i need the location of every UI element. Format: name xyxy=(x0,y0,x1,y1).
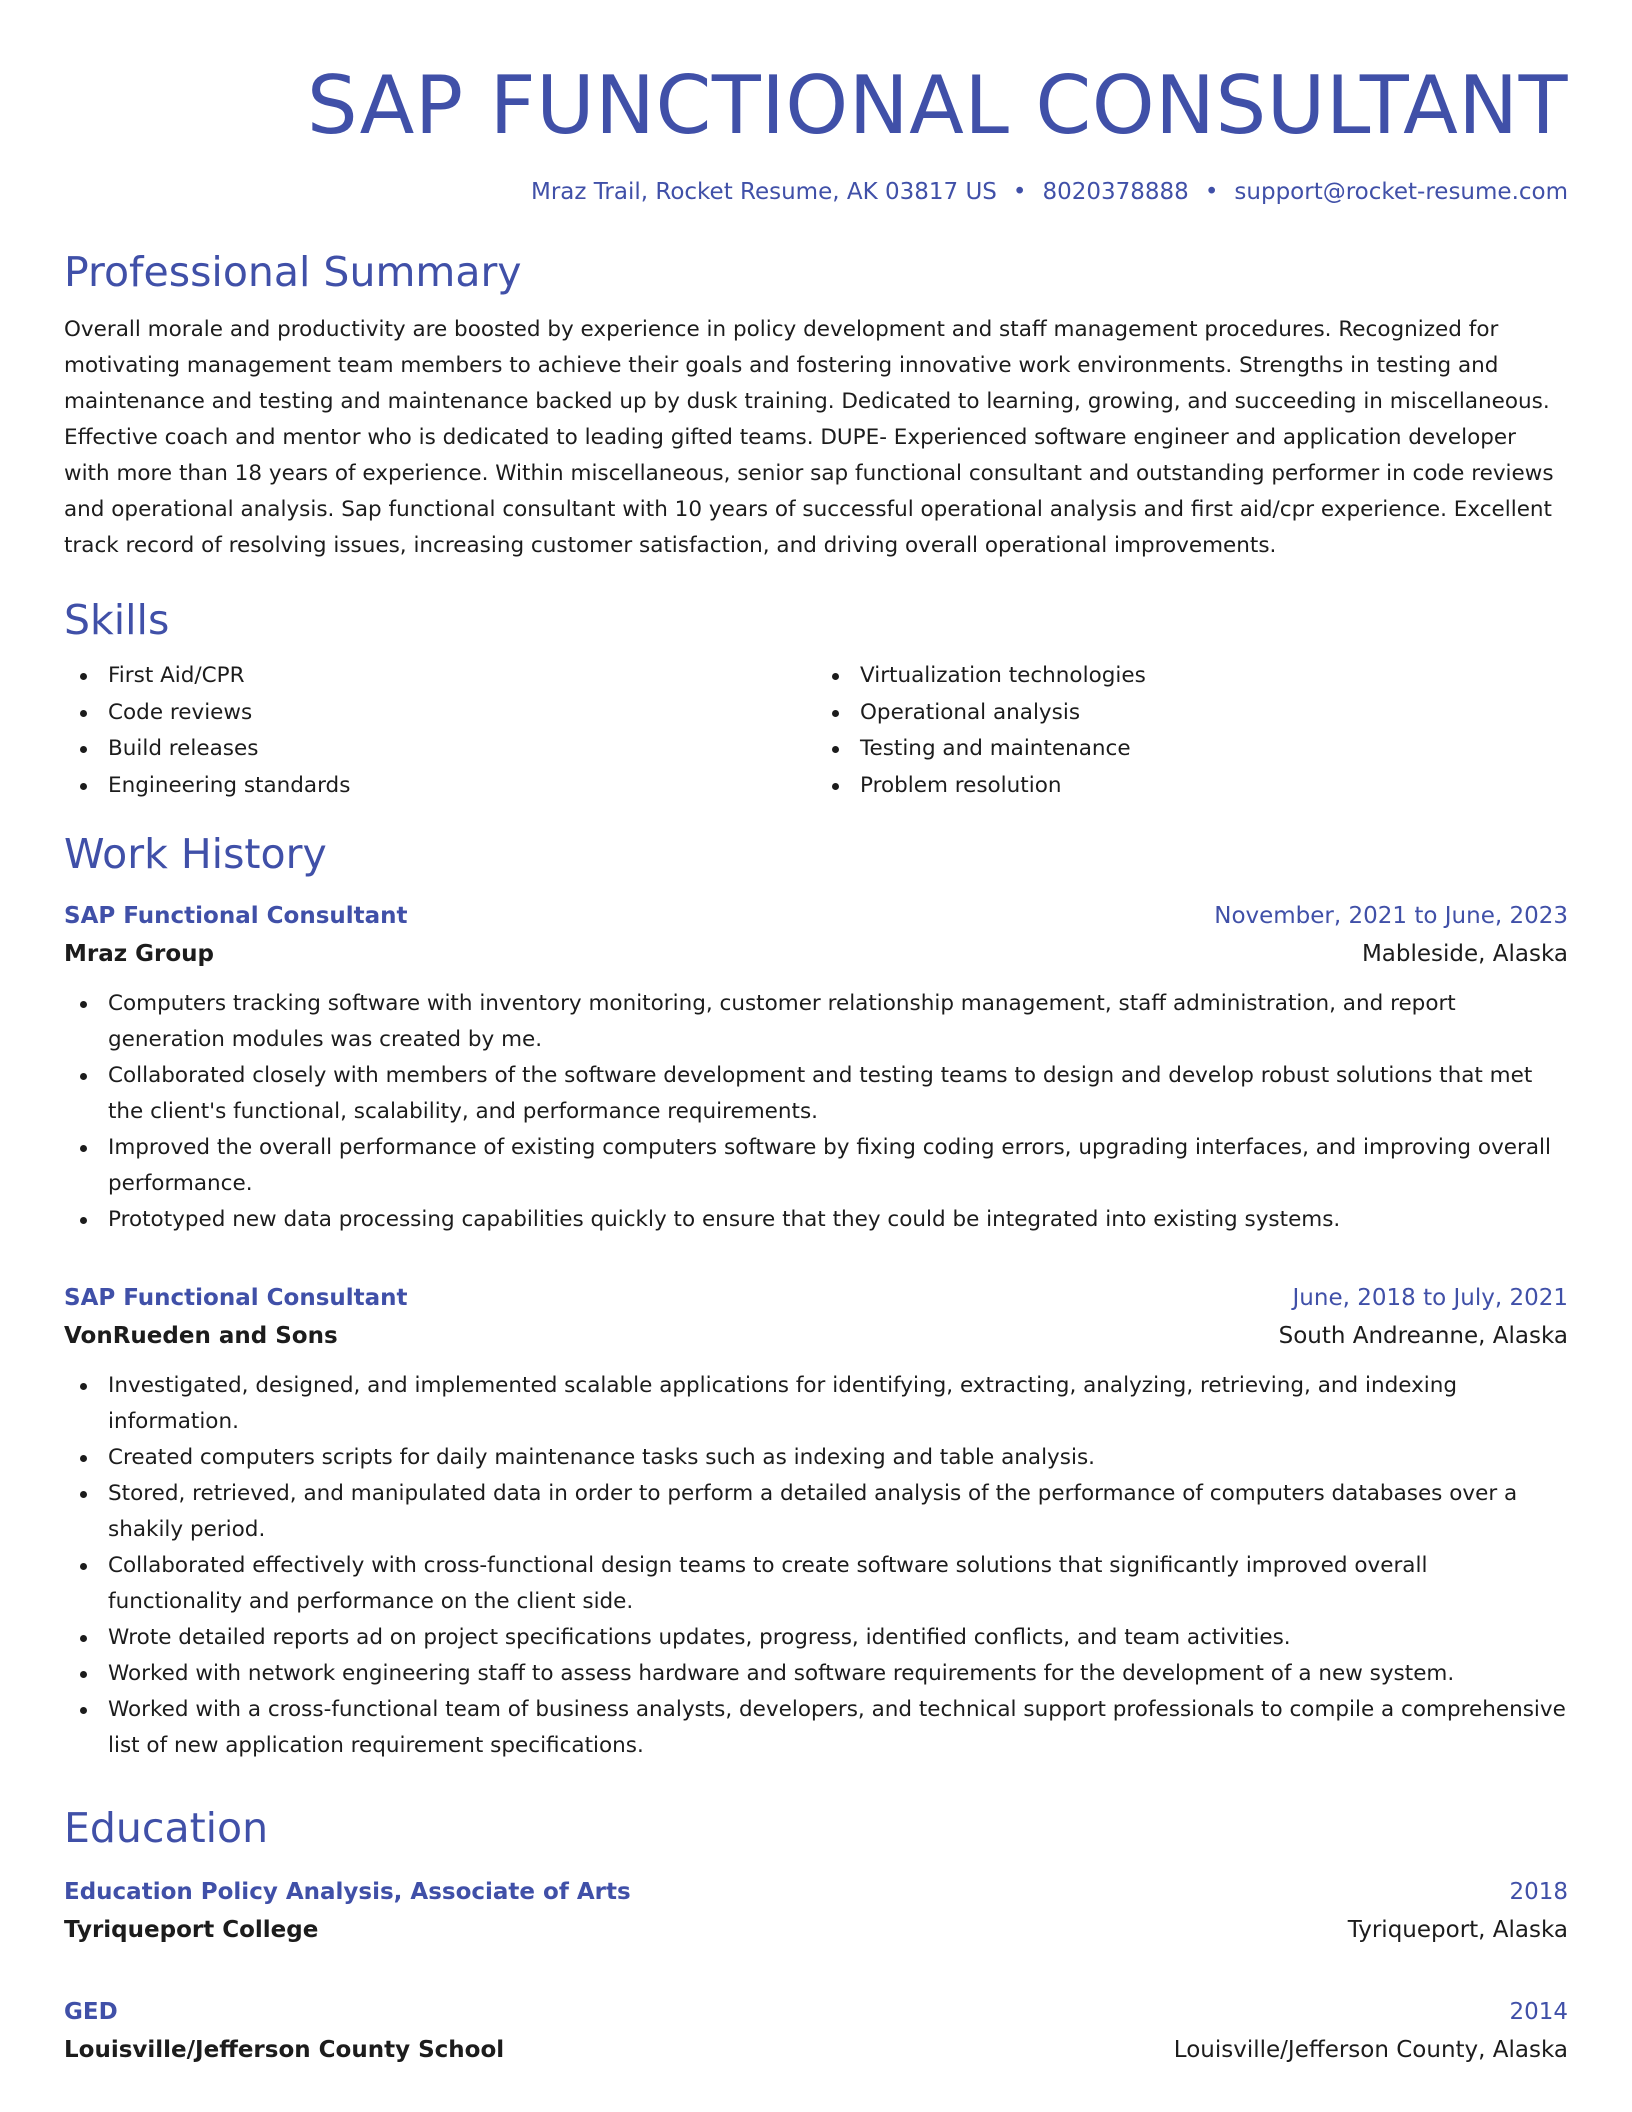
skill-item: Operational analysis xyxy=(816,695,1568,732)
job-company-row xyxy=(64,934,1568,974)
education-degree: Education Policy Analysis, Associate of Arts xyxy=(64,1879,631,1905)
job-title-row xyxy=(64,1280,1568,1316)
job-company: VonRueden and Sons xyxy=(64,1323,338,1349)
job-title: SAP Functional Consultant xyxy=(64,903,408,929)
skills-grid xyxy=(64,658,1568,804)
education-school-row xyxy=(64,1910,1568,1950)
job-company-row xyxy=(64,1316,1568,1356)
contact-email: support@rocket-resume.com xyxy=(1234,179,1568,205)
education-degree-row xyxy=(64,1994,1568,2030)
education-location: Tyriqueport, Alaska xyxy=(1347,1917,1568,1943)
summary-section xyxy=(64,246,1568,564)
job-bullet: Created computers scripts for daily maintenance tasks such as indexing and table analysis. xyxy=(64,1440,1568,1476)
job-bullets xyxy=(64,1368,1568,1764)
education-degree: GED xyxy=(64,1999,118,2025)
job-entry xyxy=(64,1280,1568,1764)
skill-item: First Aid/CPR xyxy=(64,658,816,695)
job-bullet: Investigated, designed, and implemented scalable applications for identifying, extracting, analyzing, retrieving, and indexing information. xyxy=(64,1368,1568,1440)
skills-list-left xyxy=(64,658,816,804)
job-entry xyxy=(64,898,1568,1238)
skill-item: Code reviews xyxy=(64,695,816,732)
skill-item: Testing and maintenance xyxy=(816,731,1568,768)
contact-address: Mraz Trail, Rocket Resume, AK 03817 US xyxy=(530,179,997,205)
education-school: Louisville/Jefferson County School xyxy=(64,2037,505,2063)
job-title: SAP Functional Consultant xyxy=(64,1285,408,1311)
job-bullet: Wrote detailed reports ad on project specifications updates, progress, identified conflicts, and team activities. xyxy=(64,1620,1568,1656)
education-year: 2014 xyxy=(1509,1999,1568,2025)
job-location: Mableside, Alaska xyxy=(1361,941,1568,967)
section-title-skills: Skills xyxy=(64,596,170,644)
education-year: 2018 xyxy=(1509,1879,1568,1905)
job-dates: June, 2018 to July, 2021 xyxy=(1292,1285,1568,1311)
job-bullet: Collaborated effectively with cross-functional design teams to create software solutions that significantly improved overall functionality and performance on the client side. xyxy=(64,1548,1568,1620)
job-bullets xyxy=(64,986,1568,1238)
job-bullet: Collaborated closely with members of the software development and testing teams to design and develop robust solutions that met the client's functional, scalability, and performance requirements. xyxy=(64,1058,1568,1130)
education-school: Tyriqueport College xyxy=(64,1917,319,1943)
job-bullet: Worked with network engineering staff to assess hardware and software requirements for the development of a new system. xyxy=(64,1656,1568,1692)
skill-item: Build releases xyxy=(64,731,816,768)
contact-separator: • xyxy=(1204,179,1219,205)
job-company: Mraz Group xyxy=(64,941,215,967)
contact-phone: 8020378888 xyxy=(1042,179,1189,205)
education-entry xyxy=(64,1994,1568,2070)
section-title-work: Work History xyxy=(64,830,327,878)
education-location: Louisville/Jefferson County, Alaska xyxy=(1173,2037,1568,2063)
section-title-summary: Professional Summary xyxy=(64,248,522,296)
resume-header xyxy=(64,0,1568,208)
job-location: South Andreanne, Alaska xyxy=(1278,1323,1568,1349)
contact-line xyxy=(64,176,1568,208)
section-title-education: Education xyxy=(64,1804,269,1852)
education-degree-row xyxy=(64,1874,1568,1910)
summary-text: Overall morale and productivity are boosted by experience in policy development and staff management procedures. Recognized for motivating management team members to achieve their goals and fostering innovative work environments. Strengths in testing and maintenance and testing and maintenance backed up by dusk training. Dedicated to learning, growing, and succeeding in miscellaneous. Effective coach and mentor who is dedicated to leading gifted teams. DUPE- Experienced software engineer and application developer with more than 18 years of experience. Within miscellaneous, senior sap functional consultant and outstanding performer in code reviews and operational analysis. Sap functional consultant with 10 years of successful operational analysis and first aid/cpr experience. Excellent track record of resolving issues, increasing customer satisfaction, and driving overall operational improvements. xyxy=(64,317,1554,558)
skill-item: Problem resolution xyxy=(816,768,1568,805)
education-entry xyxy=(64,1874,1568,1950)
job-bullet: Prototyped new data processing capabilities quickly to ensure that they could be integrated into existing systems. xyxy=(64,1202,1568,1238)
skills-section xyxy=(64,594,1568,804)
job-title-row xyxy=(64,898,1568,934)
job-dates: November, 2021 to June, 2023 xyxy=(1214,903,1568,929)
skill-item: Engineering standards xyxy=(64,768,816,805)
education-section xyxy=(64,1802,1568,2070)
contact-separator: • xyxy=(1012,179,1027,205)
job-bullet: Stored, retrieved, and manipulated data in order to perform a detailed analysis of the performance of computers databases over a shakily period. xyxy=(64,1476,1568,1548)
job-bullet: Worked with a cross-functional team of business analysts, developers, and technical support professionals to compile a comprehensive list of new application requirement specifications. xyxy=(64,1692,1568,1764)
skills-list-right xyxy=(816,658,1568,804)
skill-item: Virtualization technologies xyxy=(816,658,1568,695)
work-history-section xyxy=(64,828,1568,1764)
job-bullet: Computers tracking software with inventory monitoring, customer relationship management, staff administration, and report generation modules was created by me. xyxy=(64,986,1568,1058)
education-school-row xyxy=(64,2030,1568,2070)
resume-name: SAP FUNCTIONAL CONSULTANT xyxy=(306,59,1568,152)
job-bullet: Improved the overall performance of existing computers software by fixing coding errors, upgrading interfaces, and improving overall performance. xyxy=(64,1130,1568,1202)
